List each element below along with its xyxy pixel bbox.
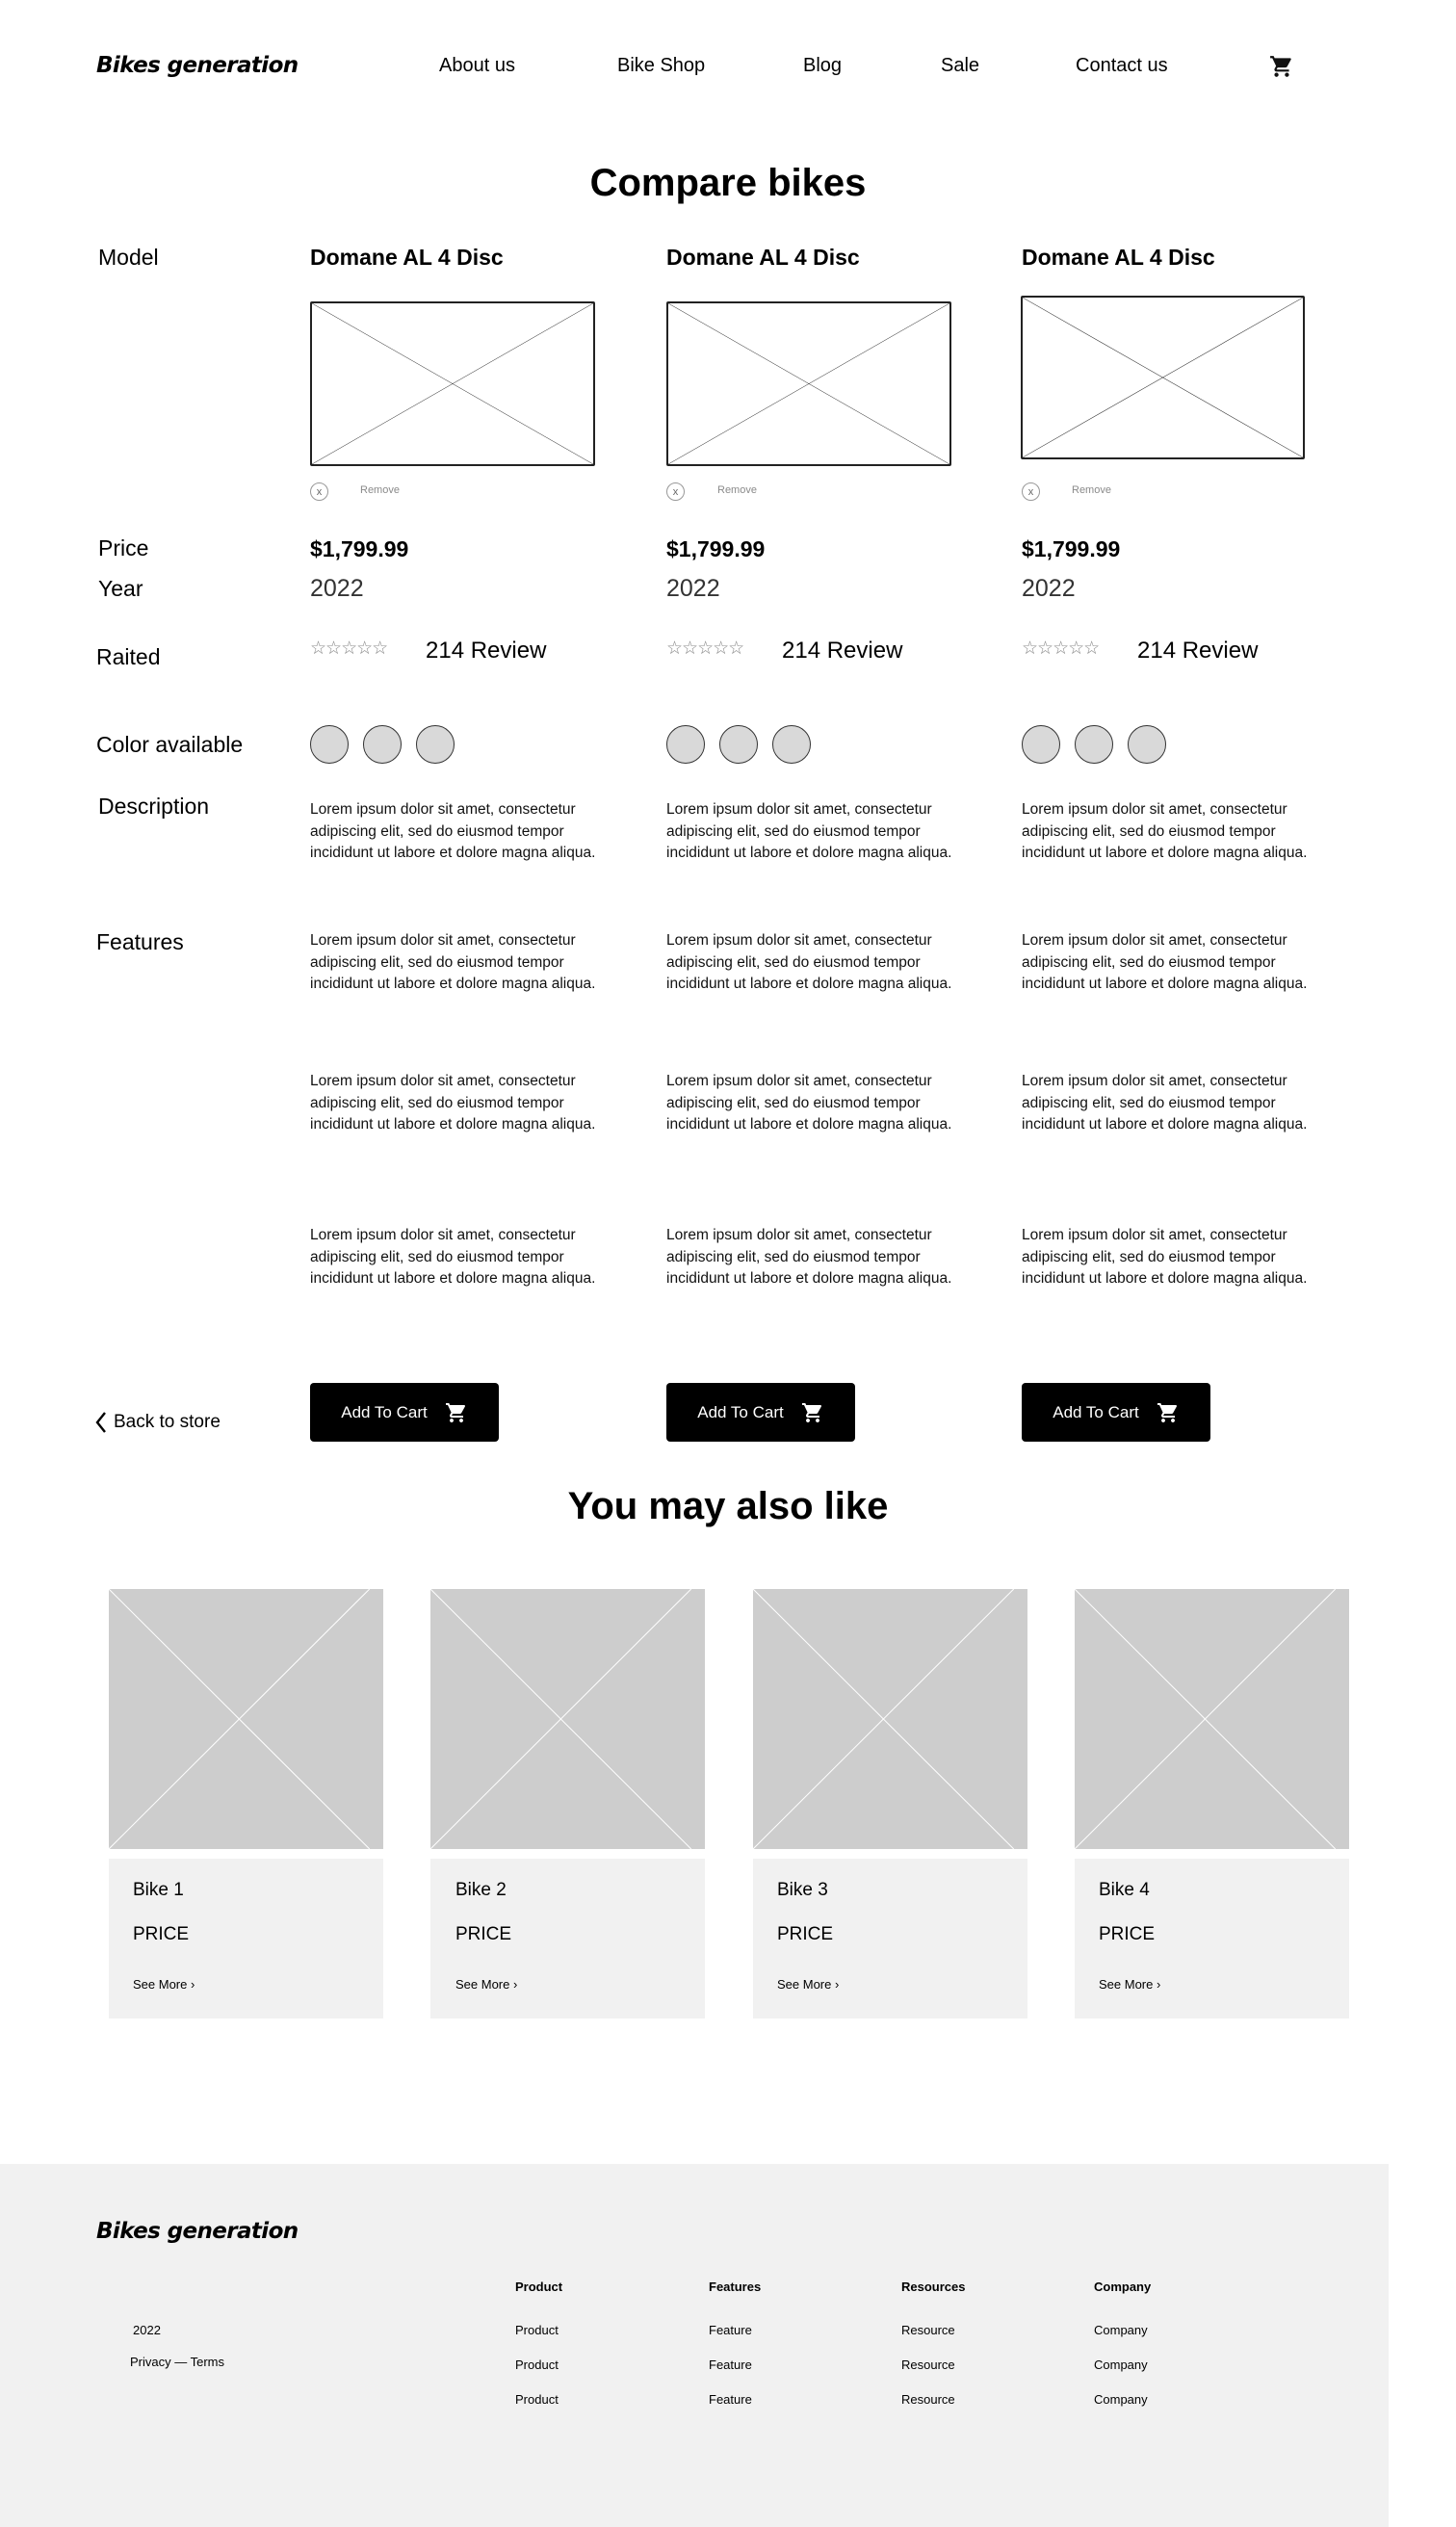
footer-link[interactable]: Company — [1094, 2323, 1148, 2337]
recommendation-price: PRICE — [133, 1924, 190, 1944]
remove-button[interactable]: Remove — [360, 484, 400, 496]
feature-text: Lorem ipsum dolor sit amet, consectetur adipiscing elit, sed do eiusmod tempor incididunt ut labore et dolore magna aliqua. — [666, 1227, 952, 1287]
see-more-link[interactable]: See More › — [777, 1977, 840, 1992]
see-more-link[interactable]: See More › — [1099, 1977, 1161, 1992]
footer-link[interactable]: Resource — [901, 2323, 955, 2337]
color-swatch[interactable] — [719, 725, 758, 764]
recommendation-price: PRICE — [777, 1924, 834, 1944]
description-text: Lorem ipsum dolor sit amet, consectetur adipiscing elit, sed do eiusmod tempor incididunt ut labore et dolore magna aliqua. — [310, 801, 596, 861]
shopping-cart-icon — [445, 1401, 468, 1424]
price: $1,799.99 — [666, 536, 766, 561]
star-rating-icon: ☆☆☆☆☆ — [1022, 638, 1100, 659]
star-rating-icon: ☆☆☆☆☆ — [310, 638, 388, 659]
feature-text: Lorem ipsum dolor sit amet, consectetur adipiscing elit, sed do eiusmod tempor incididunt ut labore et dolore magna aliqua. — [666, 1073, 952, 1133]
nav-contact-us[interactable]: Contact us — [1076, 55, 1168, 76]
see-more-link[interactable]: See More › — [133, 1977, 195, 1992]
feature-text: Lorem ipsum dolor sit amet, consectetur adipiscing elit, sed do eiusmod tempor incididunt ut labore et dolore magna aliqua. — [1022, 1227, 1308, 1287]
shopping-cart-icon[interactable] — [1269, 54, 1294, 79]
recommendation-name: Bike 4 — [1099, 1880, 1150, 1900]
row-label-rated: Raited — [96, 644, 161, 669]
color-swatches — [666, 725, 811, 764]
row-label-year: Year — [98, 576, 143, 601]
recommendation-name: Bike 3 — [777, 1880, 828, 1900]
add-to-cart-label: Add To Cart — [341, 1402, 428, 1421]
color-swatch[interactable] — [363, 725, 402, 764]
feature-text: Lorem ipsum dolor sit amet, consectetur adipiscing elit, sed do eiusmod tempor incididunt ut labore et dolore magna aliqua. — [310, 1073, 596, 1133]
add-to-cart-label: Add To Cart — [697, 1402, 784, 1421]
year: 2022 — [666, 575, 720, 602]
brand-logo[interactable]: Bikes generation — [96, 53, 299, 78]
remove-icon[interactable]: x — [1022, 482, 1040, 501]
color-swatch[interactable] — [416, 725, 455, 764]
back-to-store-label: Back to store — [114, 1412, 221, 1432]
shopping-cart-icon — [801, 1401, 824, 1424]
color-swatch[interactable] — [310, 725, 349, 764]
recommendation-price: PRICE — [1099, 1924, 1156, 1944]
product-image-placeholder — [430, 1589, 705, 1849]
page-title: Compare bikes — [589, 162, 867, 204]
remove-icon[interactable]: x — [310, 482, 328, 501]
color-swatch[interactable] — [1128, 725, 1166, 764]
footer-link[interactable]: Company — [1094, 2358, 1148, 2372]
footer-link[interactable]: Resource — [901, 2358, 955, 2372]
nav-about-us[interactable]: About us — [439, 55, 515, 76]
footer-link[interactable]: Feature — [709, 2392, 752, 2407]
footer-link[interactable]: Product — [515, 2358, 559, 2372]
color-swatch[interactable] — [666, 725, 705, 764]
feature-text: Lorem ipsum dolor sit amet, consectetur adipiscing elit, sed do eiusmod tempor incididunt ut labore et dolore magna aliqua. — [310, 1227, 596, 1287]
row-label-features: Features — [96, 929, 184, 954]
footer-column-heading: Resources — [901, 2280, 966, 2294]
footer-column-heading: Product — [515, 2280, 563, 2294]
privacy-terms-link[interactable]: Privacy — Terms — [130, 2355, 224, 2369]
chevron-left-icon — [94, 1411, 108, 1434]
recommendation-name: Bike 1 — [133, 1880, 184, 1900]
footer-link[interactable]: Company — [1094, 2392, 1148, 2407]
product-image-placeholder — [1021, 296, 1305, 459]
nav-bike-shop[interactable]: Bike Shop — [617, 55, 706, 76]
product-image-placeholder — [109, 1589, 383, 1849]
review-count[interactable]: 214 Review — [1137, 638, 1259, 664]
product-image-placeholder — [753, 1589, 1027, 1849]
remove-button[interactable]: Remove — [1072, 484, 1111, 496]
footer-link[interactable]: Feature — [709, 2323, 752, 2337]
color-swatches — [1022, 725, 1166, 764]
color-swatch[interactable] — [1022, 725, 1060, 764]
year: 2022 — [1022, 575, 1076, 602]
year: 2022 — [310, 575, 364, 602]
site-footer — [0, 2164, 1389, 2527]
recommendations-title: You may also like — [567, 1485, 889, 1527]
color-swatches — [310, 725, 455, 764]
color-swatch[interactable] — [772, 725, 811, 764]
row-label-model: Model — [98, 245, 159, 270]
recommendation-price: PRICE — [455, 1924, 512, 1944]
nav-sale[interactable]: Sale — [941, 55, 980, 76]
copyright-year: 2022 — [133, 2323, 161, 2337]
footer-link[interactable]: Resource — [901, 2392, 955, 2407]
footer-column-heading: Features — [709, 2280, 762, 2294]
star-rating-icon: ☆☆☆☆☆ — [666, 638, 744, 659]
footer-logo[interactable]: Bikes generation — [96, 2219, 299, 2244]
model-name: Domane AL 4 Disc — [666, 245, 860, 270]
add-to-cart-button[interactable] — [1022, 1383, 1210, 1442]
nav-blog[interactable]: Blog — [803, 55, 843, 76]
row-label-description: Description — [98, 794, 210, 819]
footer-link[interactable]: Product — [515, 2392, 559, 2407]
remove-button[interactable]: Remove — [717, 484, 757, 496]
feature-text: Lorem ipsum dolor sit amet, consectetur adipiscing elit, sed do eiusmod tempor incididunt ut labore et dolore magna aliqua. — [310, 932, 596, 992]
price: $1,799.99 — [310, 536, 409, 561]
add-to-cart-button[interactable] — [310, 1383, 499, 1442]
review-count[interactable]: 214 Review — [426, 638, 547, 664]
model-name: Domane AL 4 Disc — [310, 245, 504, 270]
product-image-placeholder — [310, 301, 595, 466]
row-label-price: Price — [98, 535, 149, 560]
price: $1,799.99 — [1022, 536, 1121, 561]
add-to-cart-button[interactable] — [666, 1383, 855, 1442]
row-label-colors: Color available — [96, 732, 244, 757]
description-text: Lorem ipsum dolor sit amet, consectetur adipiscing elit, sed do eiusmod tempor incididunt ut labore et dolore magna aliqua. — [666, 801, 952, 861]
product-image-placeholder — [1075, 1589, 1349, 1849]
shopping-cart-icon — [1157, 1401, 1180, 1424]
model-name: Domane AL 4 Disc — [1022, 245, 1215, 270]
footer-link[interactable]: Feature — [709, 2358, 752, 2372]
back-to-store-link[interactable] — [94, 1411, 221, 1434]
recommendation-name: Bike 2 — [455, 1880, 507, 1900]
color-swatch[interactable] — [1075, 725, 1113, 764]
add-to-cart-label: Add To Cart — [1053, 1402, 1139, 1421]
see-more-link[interactable]: See More › — [455, 1977, 518, 1992]
remove-icon[interactable]: x — [666, 482, 685, 501]
feature-text: Lorem ipsum dolor sit amet, consectetur adipiscing elit, sed do eiusmod tempor incididunt ut labore et dolore magna aliqua. — [1022, 932, 1308, 992]
feature-text: Lorem ipsum dolor sit amet, consectetur adipiscing elit, sed do eiusmod tempor incididunt ut labore et dolore magna aliqua. — [666, 932, 952, 992]
description-text: Lorem ipsum dolor sit amet, consectetur adipiscing elit, sed do eiusmod tempor incididunt ut labore et dolore magna aliqua. — [1022, 801, 1308, 861]
feature-text: Lorem ipsum dolor sit amet, consectetur adipiscing elit, sed do eiusmod tempor incididunt ut labore et dolore magna aliqua. — [1022, 1073, 1308, 1133]
review-count[interactable]: 214 Review — [782, 638, 903, 664]
product-image-placeholder — [666, 301, 951, 466]
footer-link[interactable]: Product — [515, 2323, 559, 2337]
footer-column-heading: Company — [1094, 2280, 1152, 2294]
